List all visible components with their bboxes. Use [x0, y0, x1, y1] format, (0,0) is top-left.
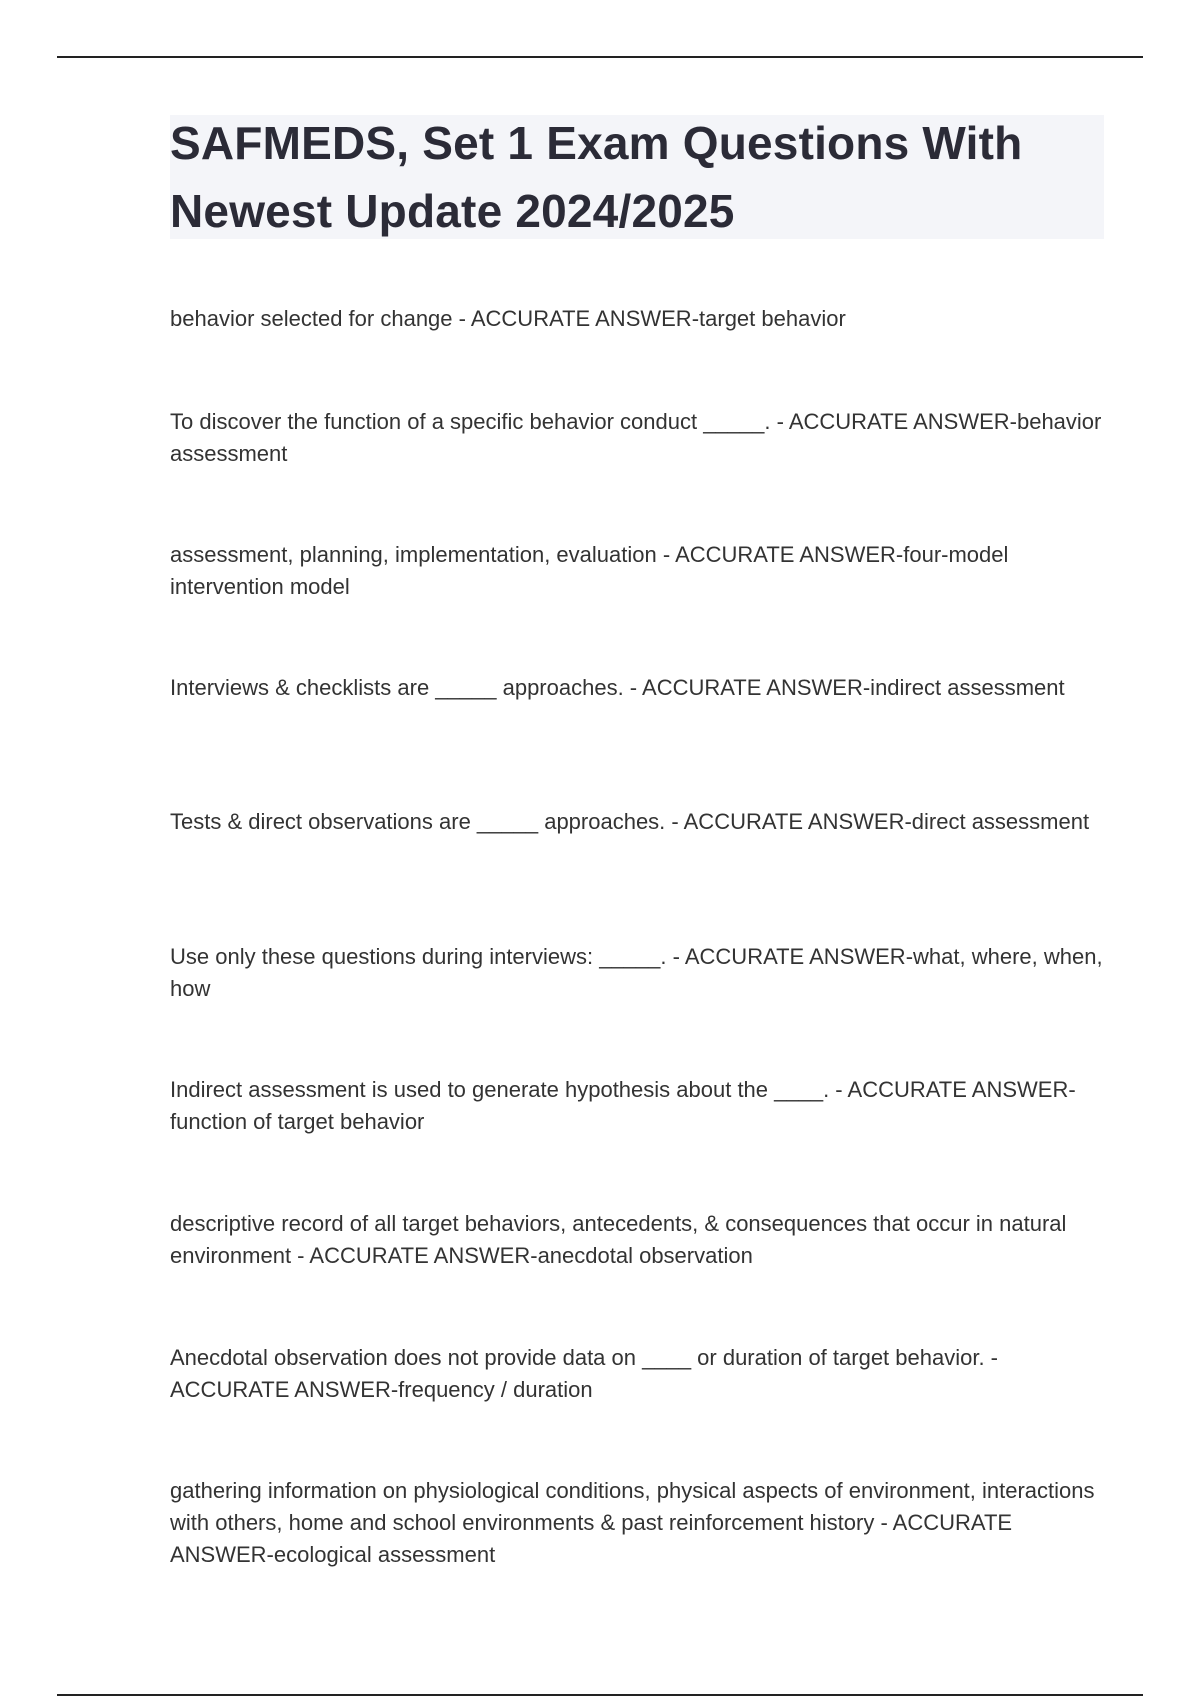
bottom-rule	[57, 1694, 1143, 1696]
qa-entry-9: Anecdotal observation does not provide data on ____ or duration of target behavior. - ACCURATE ANSWER-frequency / duration	[170, 1345, 999, 1402]
page-title: SAFMEDS, Set 1 Exam Questions With Newest Update 2024/2025	[170, 117, 1023, 237]
title-box	[170, 115, 1104, 239]
qa-entry-8: descriptive record of all target behaviors, antecedents, & consequences that occur in natural environment - ACCURATE ANSWER-anecdotal observation	[170, 1211, 1067, 1268]
qa-entry-4: Interviews & checklists are _____ approaches. - ACCURATE ANSWER-indirect assessment	[170, 675, 1065, 700]
qa-entry-6: Use only these questions during interviews: _____. - ACCURATE ANSWER-what, where, when, how	[170, 944, 1103, 1001]
top-rule	[57, 56, 1143, 58]
qa-entry-2: To discover the function of a specific behavior conduct _____. - ACCURATE ANSWER-behavior assessment	[170, 409, 1102, 466]
qa-entry-7: Indirect assessment is used to generate hypothesis about the ____. - ACCURATE ANSWER-function of target behavior	[170, 1077, 1076, 1134]
qa-entry-10: gathering information on physiological conditions, physical aspects of environment, interactions with others, home and school environments & past reinforcement history - ACCURATE ANSWER-ecological assessment	[170, 1478, 1095, 1567]
qa-entry-1: behavior selected for change - ACCURATE ANSWER-target behavior	[170, 306, 846, 331]
qa-entry-3: assessment, planning, implementation, evaluation - ACCURATE ANSWER-four-model intervention model	[170, 542, 1009, 599]
qa-entry-5: Tests & direct observations are _____ approaches. - ACCURATE ANSWER-direct assessment	[170, 809, 1090, 834]
